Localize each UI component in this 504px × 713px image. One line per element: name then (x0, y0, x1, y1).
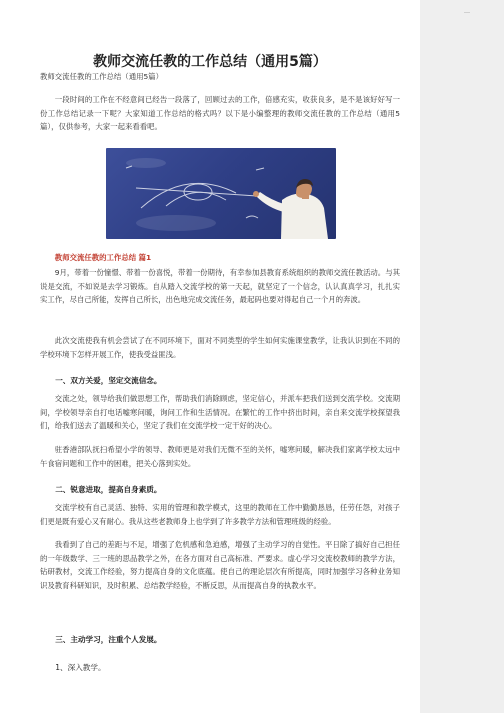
paragraph-1: 9月，带着一份憧憬、带着一份喜悦，带着一份期待，有幸参加县教育系统组织的教师交流任教活动。与其说是交流，不如说是去学习锻炼。自从踏入交流学校的第一天起，就坚定了一个信念，认认真真学习，扎扎实实工作，尽自己所能，发挥自己所长，出色地完成交流任务，最起码也要对得起自己一个月的奔波。 (40, 268, 400, 305)
subtitle: 教师交流任教的工作总结（通用5篇） (40, 72, 163, 81)
paragraph-3: 交流之处，领导给我们做思想工作，帮助我们消除顾虑，坚定信心，并派车把我们送到交流学校。交流期间，学校领导亲自打电话嘘寒问暖，询问工作和生活情况。在繁忙的工作中挤出时间，亲自来交流学校探望我们，给我们送去了温暖和关心，坚定了我们在交流学校一定干好的决心。 (40, 394, 400, 431)
teacher-at-chalkboard-image (106, 148, 336, 239)
section-title: 教师交流任教的工作总结 篇1 (54, 253, 152, 262)
intro-paragraph: 一段时间的工作在不经意间已经告一段落了，回顾过去的工作，倍感充实，收获良多，是不是该好好写一份工作总结记录一下呢？大家知道工作总结的格式吗？以下是小编整理的教师交流任教的工作总结（通用5篇），仅供参考，大家一起来看看吧。 (40, 95, 400, 132)
heading-3: 三、主动学习，注重个人发展。 (55, 635, 162, 644)
teacher-photo (106, 148, 336, 239)
heading-2: 二、锐意进取，提高自身素质。 (55, 485, 162, 494)
right-sidebar (420, 0, 504, 713)
teacher-figure (253, 179, 328, 239)
paragraph-5: 交流学校有自己灵活、独特、实用的管理和教学模式，这里的教师在工作中勤勤恳恳，任劳任怨，对孩子们更是既有爱心又有耐心。我从这些老教师身上也学到了许多教学方法和管理班级的经验。 (40, 503, 400, 526)
list-item: 1、深入教学。 (55, 663, 106, 672)
paragraph-6: 我看到了自己的差距与不足，增强了危机感和急迫感，增强了主动学习的自觉性。平日除了搞好自己担任的一年级数学、三一班的思品教学之外，在各方面对自己高标准、严要求。虚心学习交流校教师的教学方法，钻研教材，交流工作经验，努力提高自身的文化底蕴。使自己的理论层次有所提高，同时加强学习各种业务知识及教育科研知识，及时积累、总结教学经验，不断反思，从而提高自身的执教水平。 (40, 540, 400, 590)
sidebar-mark (464, 12, 470, 13)
paragraph-2: 此次交流使我有机会尝试了在不同环境下，面对不同类型的学生如何实施课堂教学，让我认识到在不同的学校环境下怎样开展工作，使我受益匪浅。 (40, 336, 400, 359)
paragraph-4: 驻香港部队抚扫希望小学的领导、教师更是对我们无微不至的关怀，嘘寒问暖，解决我们家离学校太远中午食宿问题和工作中的困难，把关心落到实处。 (40, 445, 400, 468)
page-title: 教师交流任教的工作总结（通用5篇） (93, 54, 327, 70)
heading-1: 一、双方关爱，坚定交流信念。 (55, 376, 162, 385)
